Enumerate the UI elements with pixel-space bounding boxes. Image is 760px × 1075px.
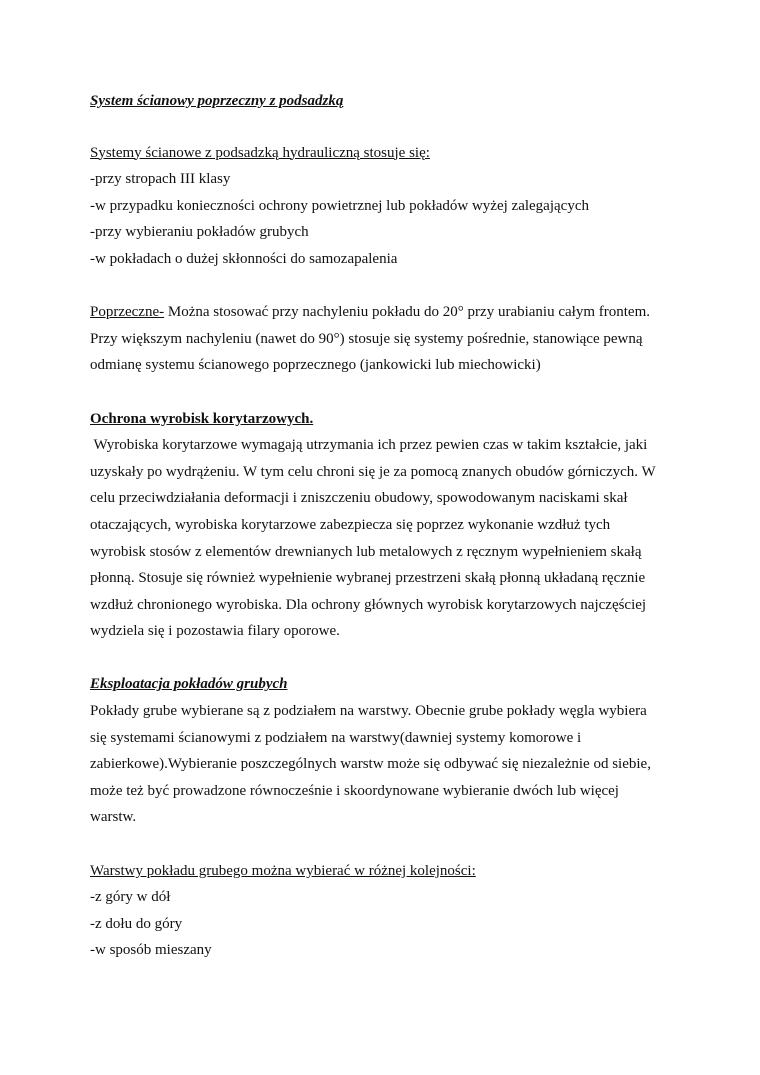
paragraph-line: płonną. Stosuje się również wypełnienie wybranej przestrzeni skałą płonną układaną ręcznie (90, 570, 646, 587)
section-intro-systemy: Systemy ścianowe z podsadzką hydrauliczną stosuje się: (90, 144, 430, 161)
paragraph-line: może też być prowadzone równocześnie i skoordynowane wybieranie dwóch lub więcej (90, 782, 619, 799)
paragraph-line: Przy większym nachyleniu (nawet do 90°) stosuje się systemy pośrednie, stanowiące pewną (90, 330, 643, 347)
section-intro-warstwy: Warstwy pokładu grubego można wybierać w różnej kolejności: (90, 862, 476, 879)
paragraph-gap (90, 831, 680, 858)
list-item: -z góry w dół (90, 889, 171, 906)
section-title-system-scianowy: System ścianowy poprzeczny z podsadzką (90, 93, 344, 109)
paragraph-line: warstw. (90, 809, 137, 826)
paragraph-line: Pokłady grube wybierane są z podziałem na warstwy. Obecnie grube pokłady węgla wybiera (90, 703, 647, 720)
list-item: -przy wybieraniu pokładów grubych (90, 224, 309, 241)
term-poprzeczne: Poprzeczne- (90, 304, 165, 321)
paragraph-line: uzyskały po wydrążeniu. W tym celu chroni się je za pomocą znanych obudów górniczych. W (90, 463, 656, 480)
paragraph-line: zabierkowe).Wybieranie poszczególnych warstw może się odbywać się niezależnie od siebie, (90, 756, 651, 773)
paragraph-gap (90, 273, 680, 300)
paragraph-line: celu przeciwdziałania deformacji i zniszczeniu obudowy, spowodowanym naciskami skał (90, 490, 628, 507)
document-body (90, 88, 680, 964)
paragraph-line: się systemami ścianowymi z podziałem na warstwy(dawniej systemy komorowe i (90, 729, 582, 746)
list-item: -przy stropach III klasy (90, 171, 231, 188)
list-item: -w sposób mieszany (90, 942, 212, 959)
section-title-eksploatacja: Eksploatacja pokładów grubych (90, 676, 288, 693)
paragraph-line: wydziela się i pozostawia filary oporowe. (90, 623, 340, 640)
paragraph-line: wzdłuż chronionego wyrobiska. Dla ochrony głównych wyrobisk korytarzowych najczęściej (90, 596, 647, 613)
paragraph-line: odmianę systemu ścianowego poprzecznego (jankowicki lub miechowicki) (90, 357, 541, 374)
list-item: -w przypadku konieczności ochrony powietrznej lub pokładów wyżej zalegających (90, 197, 589, 214)
section-title-ochrona: Ochrona wyrobisk korytarzowych. (90, 410, 314, 427)
list-item: -w pokładach o dużej skłonności do samozapalenia (90, 250, 398, 267)
paragraph-text: Można stosować przy nachyleniu pokładu do 20° przy urabianiu całym frontem. (164, 304, 650, 321)
paragraph-line: Wyrobiska korytarzowe wymagają utrzymania ich przez pewien czas w takim kształcie, jaki (90, 437, 648, 454)
paragraph-gap (90, 645, 680, 672)
paragraph-line: wyrobisk stosów z elementów drewnianych lub metalowych z ręcznym wypełnieniem skałą (90, 543, 642, 560)
paragraph-line (90, 299, 680, 326)
paragraph-line: otaczających, wyrobiska korytarzowe zabezpiecza się poprzez wykonanie wzdłuż tych (90, 516, 611, 533)
paragraph-gap (90, 379, 680, 406)
list-item: -z dołu do góry (90, 915, 183, 932)
